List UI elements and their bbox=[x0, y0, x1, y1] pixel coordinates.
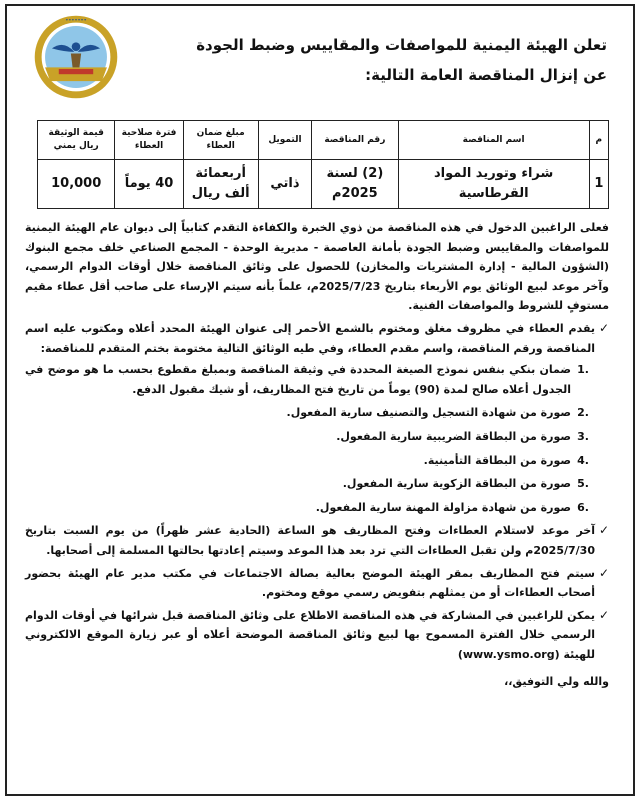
checkmark-icon: ✓ bbox=[598, 523, 609, 538]
header-validity: فترة صلاحية العطاء bbox=[115, 121, 183, 160]
list-item: 1. ضمان بنكي بنفس نموذج الصيغة المحددة في وثيقة المناقصة وبمبلغ مقطوع بحسب ما هو موضح في الجدول أعلاه صالح لمدة (90) يوماً من تاريخ فتح المظاريف، أو شيك مقبول الدفع. bbox=[25, 363, 589, 396]
tender-table bbox=[37, 120, 609, 209]
announcement-body bbox=[25, 218, 609, 692]
svg-text:•••••••: ••••••• bbox=[65, 17, 87, 24]
website-link[interactable]: (www.ysmo.org) bbox=[457, 647, 560, 661]
tender-announcement-page bbox=[5, 4, 635, 796]
header-funding: التمويل bbox=[258, 121, 311, 160]
checkmark-icon: ✓ bbox=[598, 320, 609, 335]
closing-line: والله ولي التوفيق،، bbox=[504, 675, 609, 689]
intro-paragraph: فعلى الراغبين الدخول في هذه المناقصة من ذوي الخبرة والكفاءة التقدم كتابياً إلى ديوان عام الهيئة اليمنية للمواصفات والمقاييس وضبط الجودة بأمانة العاصمة - مديرية الوحدة - المجمع الصناعي خلف مجمع البنوك (الشؤون المالية - إدارة المشتريات والمخازن) للحصول على وثائق المناقصة خلال أوقات الدوام الرسمي، وآخر موعد لبيع الوثائق يوم الأربعاء بتاريخ 2025/7/23م، علماً بأنه سيتم الإرساء على صاحب أقل عطاء مقيم مستوفٍ للشروط والمواصفات الفنية. bbox=[25, 221, 609, 313]
header-price: قيمة الوثيقة ريال يمني bbox=[38, 121, 115, 160]
deadline-bullet: ✓ آخر موعد لاستلام العطاءات وفتح المظاريف هو الساعة (الحادية عشر ظهراً) من يوم السبت بتاريخ 2025/7/30م ولن تقبل العطاءات التي ترد بعد هذا الموعد وسيتم إعادتها بحالتها المسلمة إلى أصحابها. bbox=[25, 523, 609, 557]
checkmark-icon: ✓ bbox=[598, 565, 609, 580]
announcement-subtitle: عن إنزال المناقصة العامة التالية: bbox=[365, 66, 607, 84]
review-bullet: ✓ يمكن للراغبين في المشاركة في هذه المناقصة الاطلاع على وثائق المناقصة قبل شرائها في أوقات الدوام الرسمي خلال الفترة المسموح بها لبيع وثائق المناقصة الموضحة أعلاه أو عبر زيارة الموقع الالكتروني للهيئة (www.ysmo.org) bbox=[25, 607, 609, 661]
list-item: 3. صورة من البطاقة الضريبية سارية المفعول. bbox=[336, 429, 589, 443]
list-item: 5. صورة من البطاقة الزكوية سارية المفعول. bbox=[342, 477, 589, 491]
checkmark-icon: ✓ bbox=[598, 607, 609, 622]
header-no: م bbox=[589, 121, 608, 160]
yemen-standards-emblem-icon bbox=[33, 14, 119, 100]
header-ref: رقم المناقصة bbox=[312, 121, 398, 160]
cell-price: 10,000 bbox=[38, 160, 115, 209]
header-name: اسم المناقصة bbox=[398, 121, 589, 160]
cell-validity: 40 يوماً bbox=[115, 160, 183, 209]
header-bond: مبلغ ضمان العطاء bbox=[183, 121, 258, 160]
cell-ref: (2) لسنة 2025م bbox=[312, 160, 398, 209]
table-row bbox=[38, 160, 609, 209]
list-item: 6. صورة من شهادة مزاولة المهنة سارية المفعول. bbox=[315, 500, 589, 514]
list-item: 4. صورة من البطاقة التأمينية. bbox=[423, 453, 589, 467]
opening-bullet: ✓ سيتم فتح المظاريف بمقر الهيئة الموضح بعالية بصالة الاجتماعات في مكتب مدير عام الهيئة بحضور أصحاب العطاءات أو من يمثلهم بتفويض رسمي موقع ومختوم. bbox=[25, 565, 609, 600]
cell-bond: أربعمائة ألف ريال bbox=[183, 160, 258, 209]
list-item: 2. صورة من شهادة التسجيل والتصنيف سارية المفعول. bbox=[286, 406, 589, 420]
cell-funding: ذاتي bbox=[258, 160, 311, 209]
announcement-title: تعلن الهيئة اليمنية للمواصفات والمقاييس وضبط الجودة bbox=[196, 36, 607, 54]
submission-bullet: ✓ يقدم العطاء في مظروف مغلق ومختوم بالشمع الأحمر إلى عنوان الهيئة المحدد أعلاه ومكتوب عليه اسم المناقصة ورقم المناقصة، واسم مقدم العطاء، وفي طيه الوثائق التالية مختومة بختم المتقدم للمناقصة: bbox=[25, 320, 609, 355]
required-documents-list bbox=[25, 360, 609, 517]
cell-no: 1 bbox=[589, 160, 608, 209]
cell-name: شراء وتوريد المواد القرطاسية bbox=[398, 160, 589, 209]
table-header-row bbox=[38, 121, 609, 160]
